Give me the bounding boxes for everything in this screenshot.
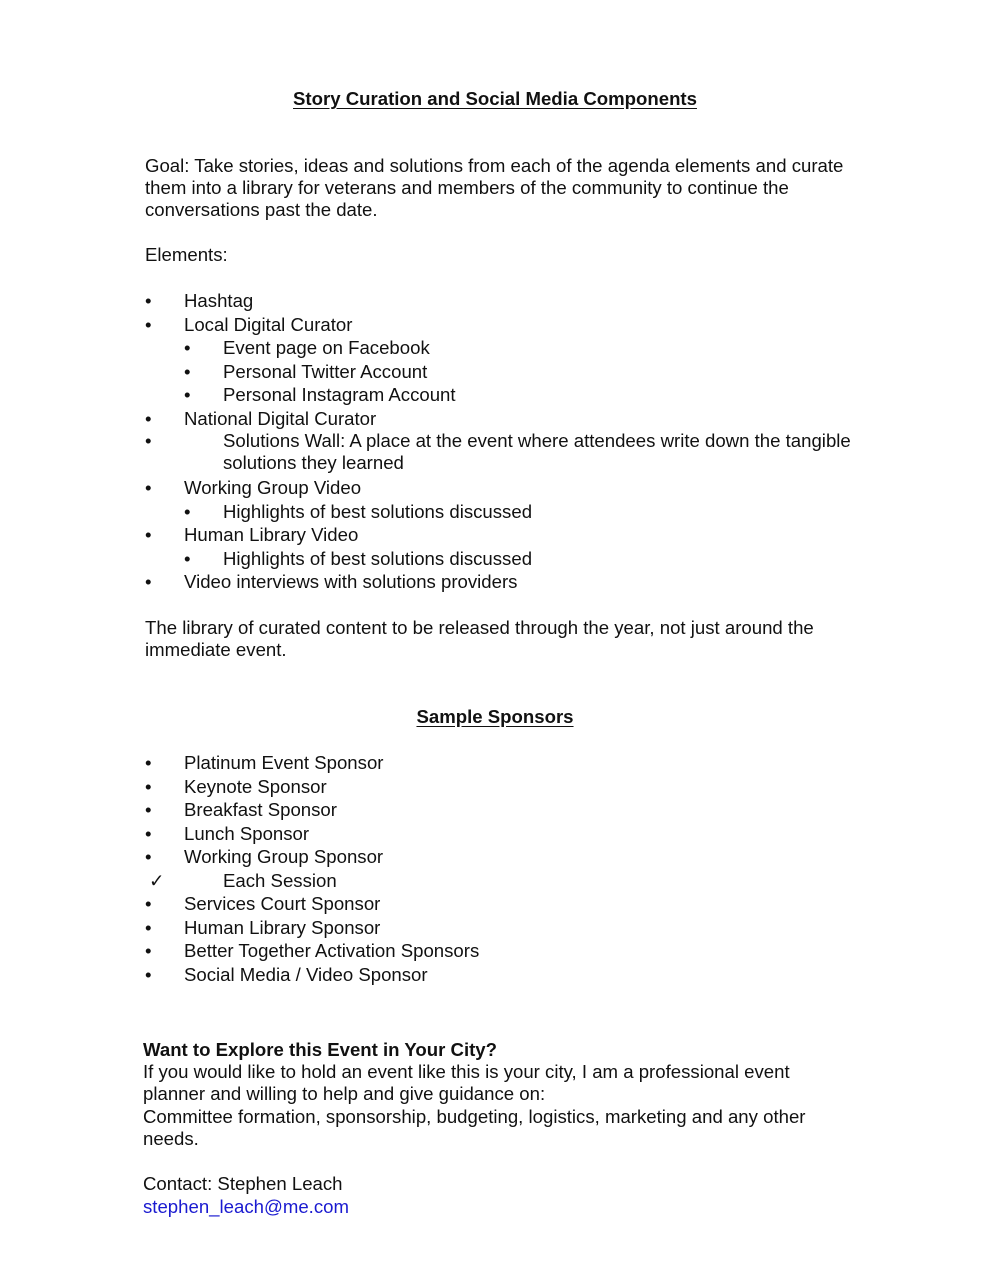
list-item: • Local Digital Curator <box>145 313 353 335</box>
list-item: ✓ Each Session <box>149 869 337 891</box>
list-item: • Lunch Sponsor <box>145 822 310 844</box>
bullet-icon: • <box>145 846 152 867</box>
elements-label: Elements: <box>145 244 228 265</box>
bullet-icon: • <box>145 940 152 961</box>
list-item: • Human Library Video <box>145 524 359 545</box>
list-item: • Hashtag <box>145 290 254 311</box>
sub-list-item: • Event page on Facebook <box>184 337 430 358</box>
cta-body-2: Committee formation, sponsorship, budgeting, logistics, marketing and any other needs. <box>143 1106 806 1149</box>
bullet-icon: • <box>184 384 191 405</box>
list-item: • Social Media / Video Sponsor <box>145 963 428 985</box>
sub-list-item: • Personal Twitter Account <box>184 360 428 382</box>
sponsors-title: Sample Sponsors <box>416 706 574 727</box>
bullet-icon: • <box>145 313 152 335</box>
list-item: • Human Library Sponsor <box>145 916 381 938</box>
list-item: • Working Group Sponsor <box>145 846 384 867</box>
list-item: • Platinum Event Sponsor <box>145 752 384 773</box>
cta-heading: Want to Explore this Event in Your City? <box>143 1039 497 1060</box>
bullet-icon: • <box>145 893 152 914</box>
bullet-icon: • <box>145 571 152 592</box>
bullet-icon: • <box>145 775 152 797</box>
list-item: • Services Court Sponsor <box>145 893 381 914</box>
bullet-icon: • <box>184 547 191 569</box>
list-item: • Keynote Sponsor <box>145 775 327 797</box>
bullet-icon: • <box>145 916 152 938</box>
page-title: Story Curation and Social Media Components <box>293 88 697 109</box>
checkmark-icon: ✓ <box>149 869 165 891</box>
list-item: • Better Together Activation Sponsors <box>145 940 480 961</box>
library-note: The library of curated content to be released through the year, not just around the immediate event. <box>145 617 814 660</box>
sub-list-item: • Personal Instagram Account <box>184 384 456 405</box>
elements-list <box>145 289 865 594</box>
list-item: • Breakfast Sponsor <box>145 799 337 820</box>
sub-list-item: • Highlights of best solutions discussed <box>184 500 533 522</box>
cta-body-1: If you would like to hold an event like this is your city, I am a professional event planner and willing to help and give guidance on: <box>143 1061 790 1104</box>
sponsors-list <box>145 751 865 986</box>
bullet-icon: • <box>184 500 191 522</box>
bullet-icon: • <box>145 752 152 773</box>
bullet-icon: • <box>145 524 152 545</box>
bullet-icon: • <box>145 822 152 844</box>
bullet-icon: • <box>145 963 152 985</box>
list-item: • Working Group Video <box>145 477 362 498</box>
list-item: • National Digital Curator <box>145 407 377 429</box>
bullet-icon: • <box>145 799 152 820</box>
bullet-icon: • <box>145 290 152 311</box>
list-item: • Solutions Wall: A place at the event where attendees write down the tangible solutions they learned <box>145 430 851 473</box>
bullet-icon: • <box>145 477 152 498</box>
bullet-icon: • <box>184 360 191 382</box>
list-item: • Video interviews with solutions providers <box>145 571 518 592</box>
contact-name: Contact: Stephen Leach <box>143 1173 343 1194</box>
bullet-icon: • <box>145 430 152 451</box>
contact-email-link[interactable]: stephen_leach@me.com <box>143 1196 349 1217</box>
sub-list-item: • Highlights of best solutions discussed <box>184 547 533 569</box>
bullet-icon: • <box>184 337 191 358</box>
bullet-icon: • <box>145 407 152 429</box>
goal-paragraph: Goal: Take stories, ideas and solutions from each of the agenda elements and curate them into a library for veterans and members of the community to continue the conversations past the date. <box>145 155 844 220</box>
